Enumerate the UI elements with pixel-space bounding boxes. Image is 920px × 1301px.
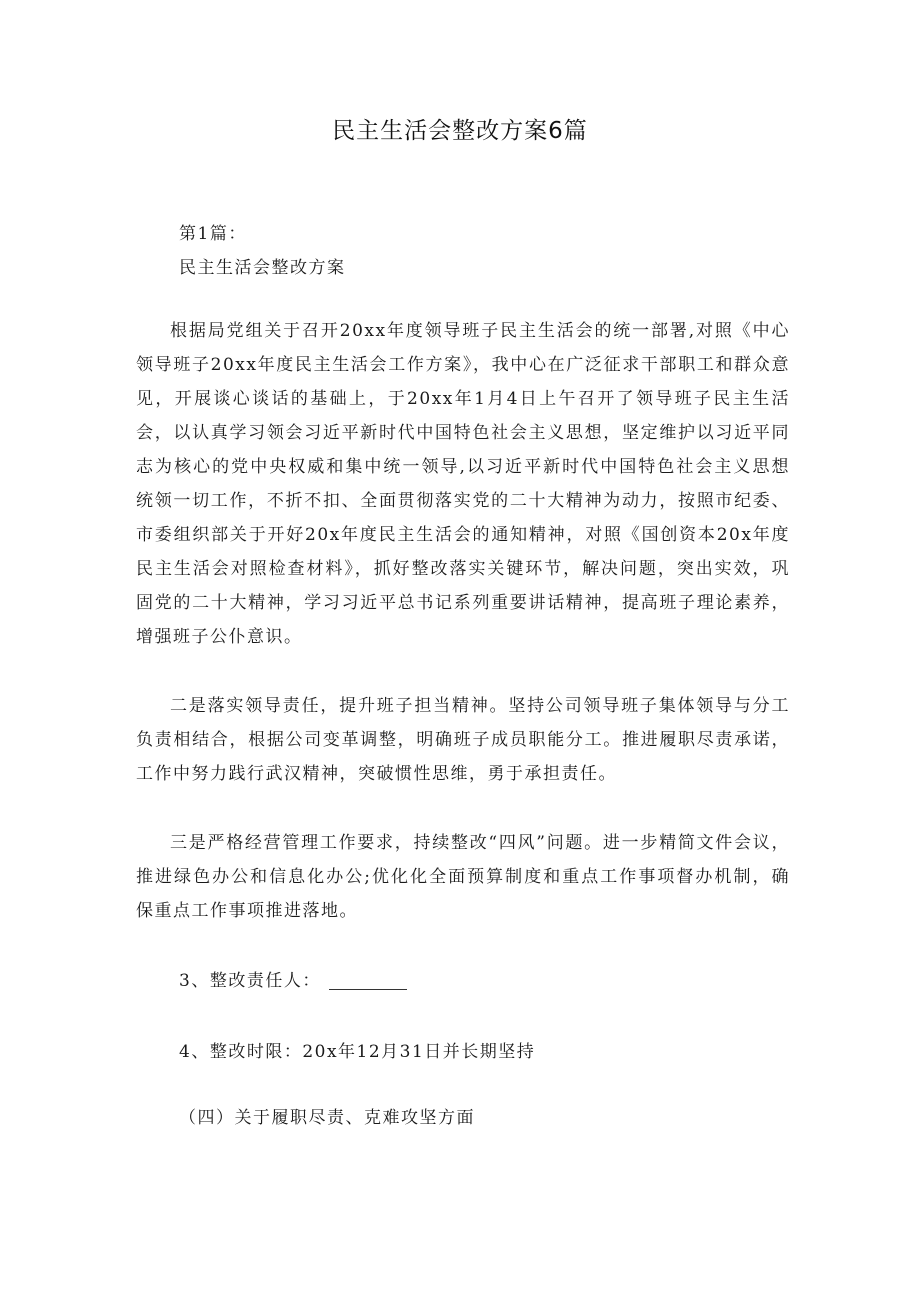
responsible-person-blank — [329, 989, 407, 990]
section-label: 第1篇： — [179, 224, 247, 244]
body-paragraph-2: 二是落实领导责任，提升班子担当精神。坚持公司领导班子集体领导与分工负责相结合，根据公司变革调整，明确班子成员职能分工。推进履职尽责承诺，工作中努力践行武汉精神，突破惯性思维，勇于承担责任。 — [136, 696, 790, 784]
document-title: 民主生活会整改方案6篇 — [332, 118, 588, 144]
responsible-person-label: 3、整改责任人： — [179, 971, 321, 991]
deadline-line: 4、整改时限：20x年12月31日并长期坚持 — [179, 1042, 536, 1062]
responsible-person-line — [179, 964, 407, 998]
body-paragraph-1: 根据局党组关于召开20xx年度领导班子民主生活会的统一部署,对照《中心领导班子20xx年度民主生活会工作方案》，我中心在广泛征求干部职工和群众意见，开展谈心谈话的基础上，于20xx年1月4日上午召开了领导班子民主生活会，以认真学习领会习近平新时代中国特色社会主义思想，坚定维护以习近平同志为核心的党中央权威和集中统一领导,以习近平新时代中国特色社会主义思想统领一切工作，不折不扣、全面贯彻落实党的二十大精神为动力，按照市纪委、市委组织部关于开好20x年度民主生活会的通知精神，对照《国创资本20x年度民主生活会对照检查材料》，抓好整改落实关键环节，解决问题，突出实效，巩固党的二十大精神，学习习近平总书记系列重要讲话精神，提高班子理论素养，增强班子公仆意识。 — [136, 321, 790, 647]
body-paragraph-3: 三是严格经营管理工作要求，持续整改“四风”问题。进一步精简文件会议，推进绿色办公和信息化办公;优化化全面预算制度和重点工作事项督办机制，确保重点工作事项推进落地。 — [136, 833, 790, 921]
section-title: 民主生活会整改方案 — [179, 258, 346, 278]
subsection-heading: （四）关于履职尽责、克难攻坚方面 — [179, 1108, 475, 1128]
